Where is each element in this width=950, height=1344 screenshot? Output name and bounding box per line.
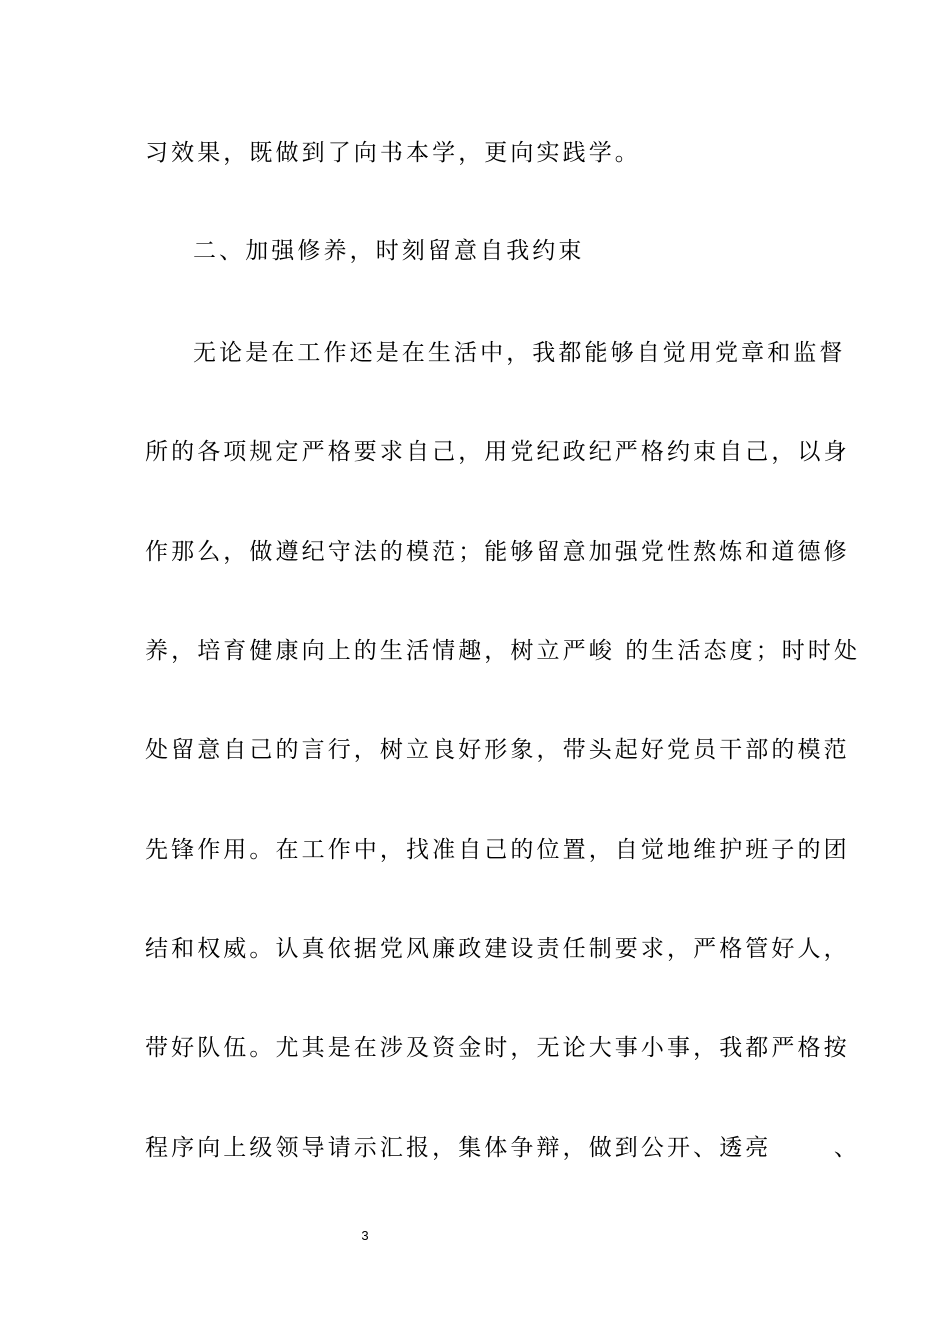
paragraph-line: 作那么，做遵纪守法的模范；能够留意加强党性熬炼和道德修 (145, 539, 850, 565)
paragraph-line: 处留意自己的言行，树立良好形象，带头起好党员干部的模范 (145, 737, 850, 763)
paragraph-line: 无论是在工作还是在生活中，我都能够自觉用党章和监督 (193, 340, 846, 366)
paragraph-line: 所的各项规定严格要求自己，用党纪政纪严格约束自己，以身 (145, 439, 850, 465)
paragraph-line: 先锋作用。在工作中，找准自己的位置，自觉地维护班子的团 (145, 837, 850, 863)
paragraph-line: 结和权威。认真依据党风廉政建设责任制要求，严格管好人， (145, 936, 850, 962)
paragraph-line: 程序向上级领导请示汇报，集体争辩，做到公开、透亮 、 (145, 1135, 860, 1161)
paragraph-line: 养，培育健康向上的生活情趣，树立严峻 的生活态度；时时处 (145, 638, 861, 664)
section-heading: 二、加强修养，时刻留意自我约束 (193, 238, 585, 264)
page-number: 3 (361, 1228, 369, 1243)
paragraph-line: 带好队伍。尤其是在涉及资金时，无论大事小事，我都严格按 (145, 1035, 850, 1061)
paragraph-line: 习效果，既做到了向书本学，更向实践学。 (145, 140, 641, 166)
